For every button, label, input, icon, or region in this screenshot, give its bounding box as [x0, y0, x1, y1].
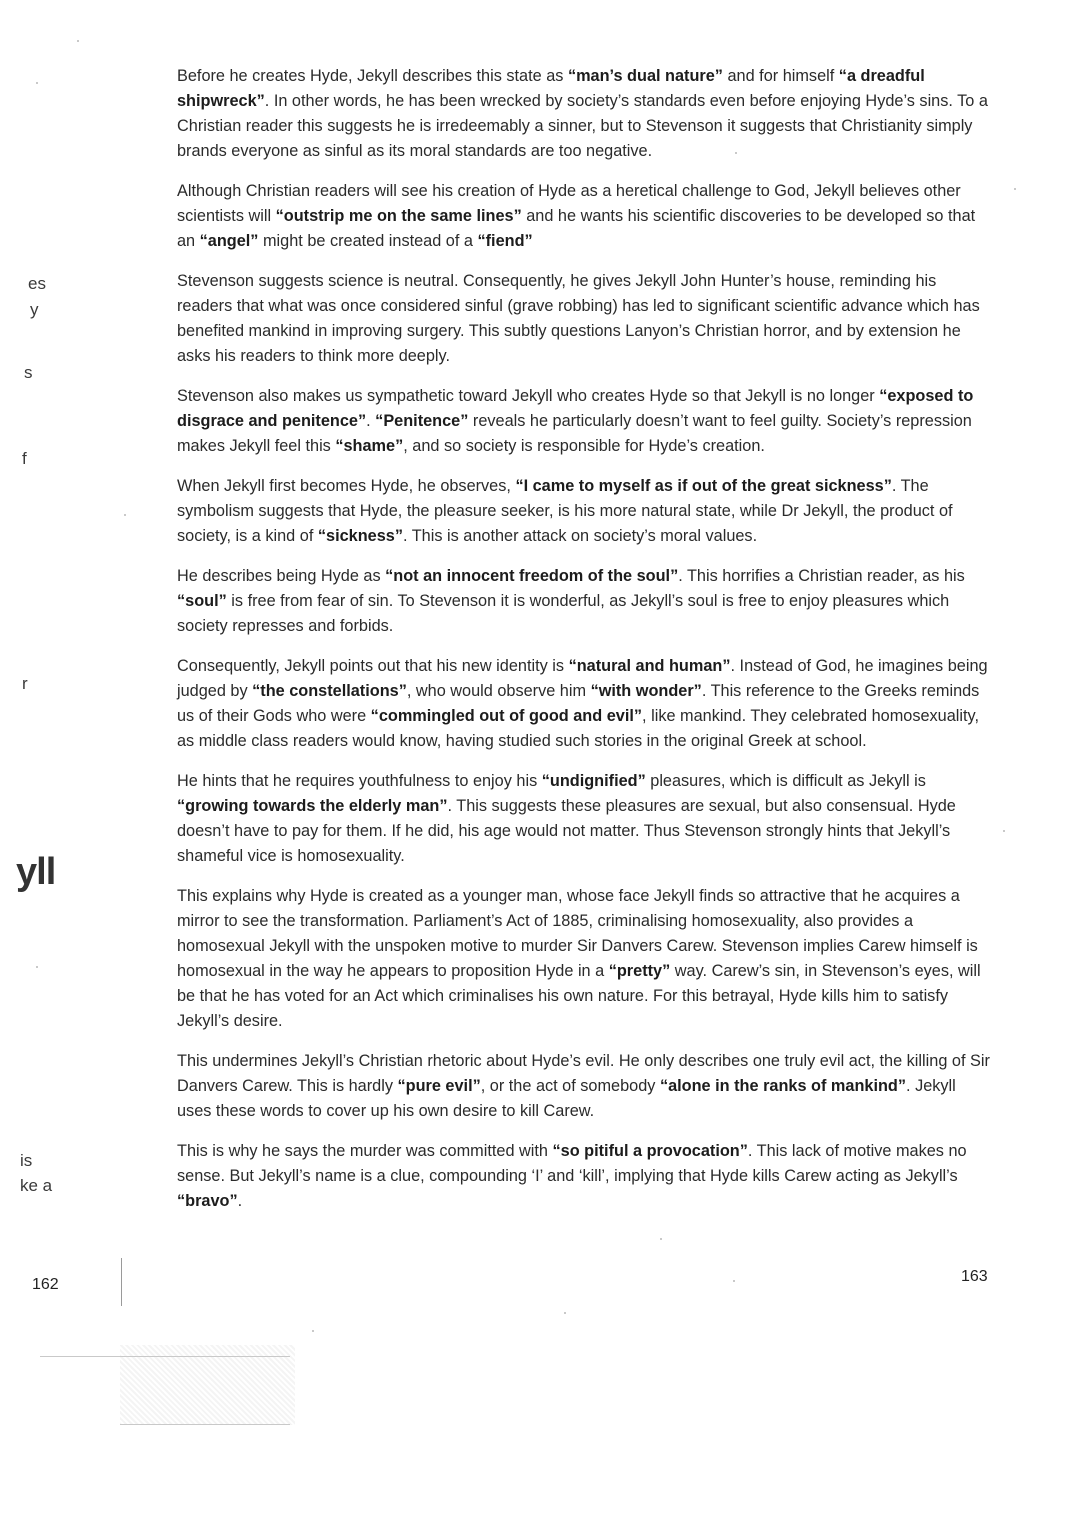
- text-run: He describes being Hyde as: [177, 567, 386, 585]
- text-run: , who would observe him: [406, 682, 591, 700]
- body-paragraph: [177, 564, 992, 639]
- text-run: .: [366, 412, 376, 430]
- quotation: “man’s dual nature”: [567, 67, 723, 85]
- scan-speck: [77, 40, 79, 42]
- left-page-fragment: y: [30, 300, 39, 319]
- scan-smudge: [120, 1345, 295, 1425]
- left-page-fragment: yll: [16, 851, 56, 893]
- text-run: , and so society is responsible for Hyde’s creation.: [403, 437, 765, 455]
- text-run: This is why he says the murder was committed with: [177, 1142, 553, 1160]
- text-run: , or the act of somebody: [480, 1077, 660, 1095]
- quotation: “bravo”: [177, 1192, 238, 1210]
- text-run: He hints that he requires youthfulness to enjoy his: [177, 772, 542, 790]
- scan-speck: [124, 514, 126, 516]
- text-run: . In other words, he has been wrecked by society’s standards even before enjoying Hyde’s sins. To a Christian reader this suggests he is irredeemably a sinner, but to Stevenson it suggests that Christianity simply brands everyone as sinful as its moral standards are too negative.: [177, 92, 988, 160]
- quotation: “pure evil”: [397, 1077, 481, 1095]
- text-run: . This suggests these pleasures are sexual, but also consensual. Hyde doesn’t have to pay for them. If he did, his age would not matter. Thus Stevenson strongly hints that Jekyll’s shameful vice is homosexuality.: [177, 797, 956, 865]
- text-run: Consequently, Jekyll points out that his new identity is: [177, 657, 569, 675]
- quotation: “undignified”: [541, 772, 646, 790]
- scan-speck: [312, 1330, 314, 1332]
- quotation: “exposed to disgrace and penitence”: [177, 387, 974, 430]
- gutter-mark: [121, 1258, 122, 1306]
- text-run: This undermines Jekyll’s Christian rhetoric about Hyde’s evil. He only describes one truly evil act, the killing of Sir Danvers Carew. This is hardly: [177, 1052, 990, 1095]
- text-run: . Jekyll uses these words to cover up his own desire to kill Carew.: [177, 1077, 956, 1120]
- page-number-right: 163: [961, 1268, 988, 1285]
- quotation: “pretty”: [608, 962, 671, 980]
- text-run: pleasures, which is difficult as Jekyll is: [645, 772, 926, 790]
- text-run: and he wants his scientific discoveries to be developed so that an: [177, 207, 976, 250]
- text-run: , like mankind. They celebrated homosexuality, as middle class readers would know, having studied such stories in the original Greek at school.: [177, 707, 979, 750]
- quotation: “outstrip me on the same lines”: [275, 207, 522, 225]
- text-run: . This reference to the Greeks reminds us of their Gods who were: [177, 682, 980, 725]
- quotation: “not an innocent freedom of the soul”: [385, 567, 679, 585]
- body-paragraph: [177, 1139, 992, 1214]
- scan-speck: [733, 1280, 735, 1282]
- quotation: “natural and human”: [568, 657, 731, 675]
- scan-speck: [1014, 188, 1016, 190]
- text-run: . This lack of motive makes no sense. But Jekyll’s name is a clue, compounding ‘I’ and ‘kill’, implying that Hyde kills Carew acting as Jekyll’s: [177, 1142, 967, 1185]
- text-run: Stevenson suggests science is neutral. Consequently, he gives Jekyll John Hunter’s house, reminding his readers that what was once considered sinful (grave robbing) has led to significant scientific advance which has benefited mankind in improving surgery. This subtly questions Lanyon’s Christian horror, and by extension he asks his readers to think more deeply.: [177, 272, 980, 365]
- text-run: Before he creates Hyde, Jekyll describes this state as: [177, 67, 568, 85]
- body-paragraph: [177, 1049, 992, 1124]
- scan-speck: [1003, 830, 1005, 832]
- quotation: “shame”: [335, 437, 404, 455]
- body-paragraph: [177, 884, 992, 1034]
- text-run: way. Carew’s sin, in Stevenson’s eyes, will be that he has voted for an Act which criminalises his own nature. For this betrayal, Hyde kills him to satisfy Jekyll’s desire.: [177, 962, 981, 1030]
- body-paragraph: [177, 64, 992, 164]
- quotation: “commingled out of good and evil”: [370, 707, 643, 725]
- text-run: . Instead of God, he imagines being judged by: [177, 657, 988, 700]
- quotation: “a dreadful shipwreck”: [177, 67, 925, 110]
- scan-speck: [735, 152, 737, 154]
- body-paragraph: [177, 769, 992, 869]
- quotation: “I came to myself as if out of the great sickness”: [515, 477, 892, 495]
- quotation: “alone in the ranks of mankind”: [659, 1077, 907, 1095]
- left-page-fragment: r: [22, 674, 28, 693]
- text-run: When Jekyll first becomes Hyde, he observes,: [177, 477, 516, 495]
- scan-speck: [660, 1238, 662, 1240]
- text-run: Although Christian readers will see his creation of Hyde as a heretical challenge to God, Jekyll believes other scientists will: [177, 182, 961, 225]
- body-paragraph: [177, 654, 992, 754]
- body-paragraph: [177, 474, 992, 549]
- quotation: “so pitiful a provocation”: [552, 1142, 748, 1160]
- text-run: . The symbolism suggests that Hyde, the pleasure seeker, is his more natural state, while Dr Jekyll, the product of society, is a kind of: [177, 477, 953, 545]
- text-run: . This is another attack on society’s moral values.: [402, 527, 758, 545]
- left-page-fragment: s: [24, 363, 33, 382]
- quotation: “growing towards the elderly man”: [177, 797, 448, 815]
- scan-speck: [36, 966, 38, 968]
- body-text-column: [177, 64, 992, 1229]
- body-paragraph: [177, 384, 992, 459]
- left-page-fragment: is: [20, 1151, 33, 1170]
- scan-speck: [36, 82, 38, 84]
- quotation: “Penitence”: [375, 412, 469, 430]
- left-page-fragment: f: [22, 449, 27, 468]
- text-run: is free from fear of sin. To Stevenson it is wonderful, as Jekyll’s soul is free to enjoy pleasures which society represses and forbids.: [177, 592, 950, 635]
- text-run: might be created instead of a: [258, 232, 478, 250]
- scan-line: [120, 1424, 290, 1425]
- text-run: This explains why Hyde is created as a younger man, whose face Jekyll finds so attractive that he acquires a mirror to see the transformation. Parliament’s Act of 1885, criminalising homosexuality, also provides a homosexual Jekyll with the unspoken motive to murder Sir Danvers Carew. Stevenson implies Carew himself is homosexual in the way he appears to proposition Hyde in a: [177, 887, 978, 980]
- text-run: reveals he particularly doesn’t want to feel guilty. Society’s repression makes Jekyll feel this: [177, 412, 972, 455]
- quotation: “the constellations”: [252, 682, 407, 700]
- left-page-fragment: es: [28, 274, 46, 293]
- quotation: “sickness”: [317, 527, 403, 545]
- left-page-fragment: ke a: [20, 1176, 53, 1195]
- page-number-left: 162: [32, 1276, 59, 1293]
- quotation: “fiend”: [477, 232, 533, 250]
- text-run: Stevenson also makes us sympathetic toward Jekyll who creates Hyde so that Jekyll is no longer: [177, 387, 880, 405]
- text-run: . This horrifies a Christian reader, as his: [678, 567, 965, 585]
- quotation: “with wonder”: [590, 682, 702, 700]
- quotation: “angel”: [199, 232, 259, 250]
- body-paragraph: [177, 269, 992, 369]
- body-paragraph: [177, 179, 992, 254]
- text-run: and for himself: [722, 67, 839, 85]
- text-run: .: [237, 1192, 243, 1210]
- quotation: “soul”: [177, 592, 227, 610]
- scan-speck: [564, 1312, 566, 1314]
- scan-line: [40, 1356, 290, 1357]
